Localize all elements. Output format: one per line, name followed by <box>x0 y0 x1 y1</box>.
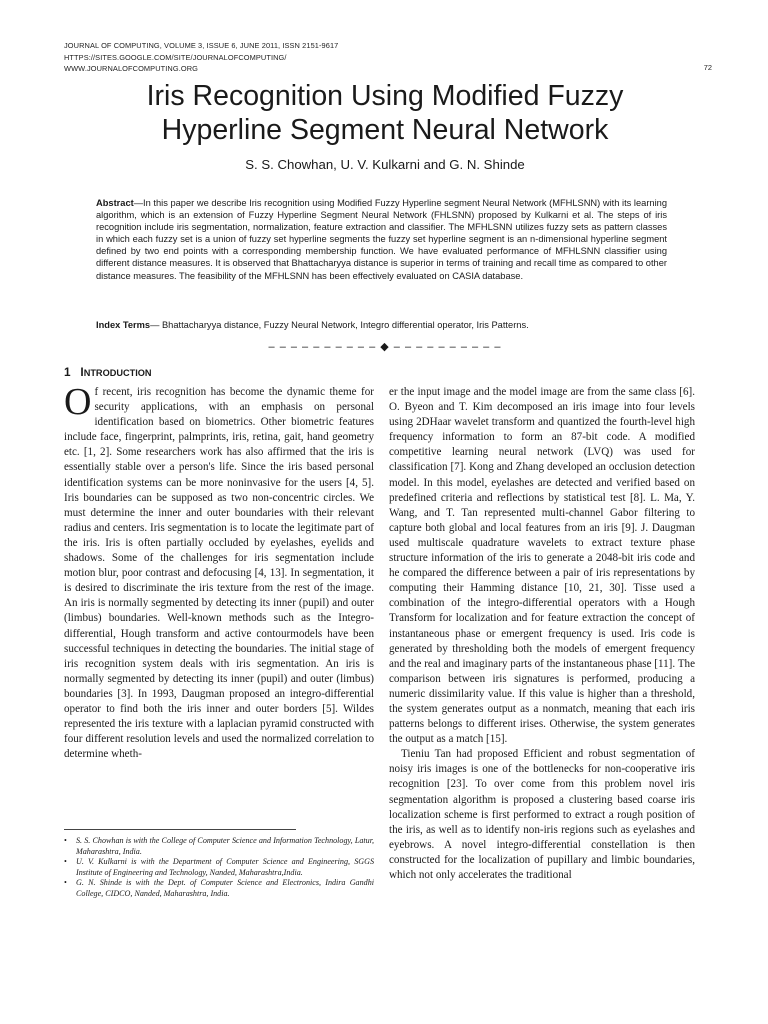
right-paragraph-2: Tieniu Tan had proposed Efficient and robust segmentation of noisy iris images is one of the bottlenecks for non-cooperative iris recognition [23]. To over come from this problem novel iris segmentation algorithm is proposed a clustering based coarse iris localization scheme is first performed to extract a rough position of the iris, as well as to identify non-iris regions such as eyelashes and eyebrows. A novel integro-differential constellation is then constructed for the localization of pupillary and limbic boundaries, which not only accelerates the traditional <box>389 748 695 881</box>
footnote-bullet: • <box>64 857 67 867</box>
header-journal-line: JOURNAL OF COMPUTING, VOLUME 3, ISSUE 6, JUNE 2011, ISSN 2151-9617 <box>64 41 339 50</box>
drop-cap: O <box>64 381 92 423</box>
intro-paragraph <box>64 381 374 762</box>
index-terms <box>96 319 667 331</box>
footnote-rule <box>64 829 296 830</box>
left-column <box>64 381 374 762</box>
page-number: 72 <box>703 63 712 72</box>
abstract <box>96 197 667 282</box>
section-title-initial: I <box>80 365 84 379</box>
footnote-bullet: • <box>64 836 67 845</box>
footnote-item <box>64 878 374 899</box>
index-terms-label: Index Terms <box>96 320 151 330</box>
authors: S. S. Chowhan, U. V. Kulkarni and G. N. Shinde <box>245 157 525 172</box>
footnote-text: G. N. Shinde is with the Dept. of Computer Science and Electronics, Indira Gandhi College, CIDCO, Nanded, Maharashtra, India. <box>76 878 374 898</box>
author-footnotes <box>64 836 374 900</box>
abstract-label: Abstract <box>96 198 134 208</box>
footnote-text: S. S. Chowhan is with the College of Computer Science and Information Technology, Latur, Maharashtra, India. <box>76 836 374 856</box>
section-title-rest: NTRODUCTION <box>83 368 152 378</box>
section-heading <box>64 365 152 379</box>
footnote-bullet: • <box>64 878 67 888</box>
footnote-item <box>64 836 374 857</box>
right-column <box>389 385 695 883</box>
paper-title <box>60 79 710 147</box>
title-line-2: Hyperline Segment Neural Network <box>161 114 609 146</box>
footnote-item <box>64 857 374 878</box>
header-site-link[interactable]: HTTPS://SITES.GOOGLE.COM/SITE/JOURNALOFCOMPUTING/ <box>64 52 287 62</box>
intro-paragraph-text: f recent, iris recognition has become the dynamic theme for security applications, with an emphasis on personal identification based on biometrics. Other biometric features include face, fingerprint, palmprints, iris, retina, gait, hand geometry etc. [1, 2]. Some researchers work has also affirmed that the iris is essentially stable over a person's life. Since the iris based personal identification systems can be more noninvasive for the users [4, 5]. Iris boundaries can be supposed as two non-concentric circles. We must determine the inner and outer boundaries with their relevant radius and centers. Iris segmentation is to locate the legitimate part of the iris. Iris is often partially occluded by eyelashes, eyelids and shadows. Some of the challenges for iris segmentation include motion blur, poor contrast and defocusing [4, 13]. In segmentation, it is desired to discriminate the iris texture from the rest of the image. An iris is normally segmented by detecting its inner (pupil) and outer (limbus) boundaries. Well-known methods such as the Integro-differential, Hough transform and active contourmodels have been successful techniques in detecting the boundaries. The initial stage of iris recognition system deals with iris segmentation. An iris is normally segmented by detecting its inner (pupil) and outer (limbus) boundaries [3]. In 1993, Daugman proposed an integro-differential operator to find both the iris inner and outer borders [5]. Wildes represented the iris texture with a laplacian pyramid constructed with four different resolution levels and used the normalized correlation to determine wheth- <box>64 386 374 761</box>
right-paragraph-1: er the input image and the model image are from the same class [6]. O. Byeon and T. Kim decomposed an iris image into four levels using 2DHaar wavelet transform and quantized the fourth-level high frequency information to form an 87-bit code. A modified competitive learning neural network (LVQ) was used for classification [7]. Kong and Zhang developed an occlusion detection model. In this model, eyelashes are detected and verified based on predefined criteria and reflections by statistical test [8]. L. Ma, Y. Wang, and T. Tan represented multi-channel Gabor filtering to capture both global and local features from an iris [9]. J. Daugman used multiscale quadrature wavelets to extract texture phase structure information of the iris to generate a 2048-bit iris code and he compared the difference between a pair of iris representations by computing their Hamming distance [10, 21, 30]. Tisse used a combination of the integro-differential operators with a Hough Transform for localization and for feature extraction the concept of instantaneous phase or emergent frequency is used. Iris code is generated by thresholding both the models of emergent frequency and the real and imaginary parts of the instantaneous phase [11]. The comparison between iris signatures is performed, producing a numeric dissimilarity value. If this value is higher than a threshold, the system generates output as a nonmatch, meaning that each iris patterns belongs to different irises. Otherwise, the system generates the output as a match [15]. <box>389 386 695 746</box>
journal-header <box>64 40 714 75</box>
section-number: 1 <box>64 365 71 379</box>
footnote-text: U. V. Kulkarni is with the Department of Computer Science and Engineering, SGGS Institute of Engineering and Technology, Nanded, Maharashtra,India. <box>76 857 374 877</box>
title-line-1: Iris Recognition Using Modified Fuzzy <box>146 80 624 112</box>
index-terms-text: — Bhattacharyya distance, Fuzzy Neural Network, Integro differential operator, Iris Patterns. <box>150 320 529 330</box>
header-web-link[interactable]: WWW.JOURNALOFCOMPUTING.ORG <box>64 64 198 73</box>
section-divider: – – – – – – – – – – ◆ – – – – – – – – – – <box>268 341 502 353</box>
abstract-text: —In this paper we describe Iris recognition using Modified Fuzzy Hyperline segment Neural Network (MFHLSNN) with its learning algorithm, which is an extension of Fuzzy Hyperline Segment Neural Network (FHLSNN) proposed by Kulkarni et al. The steps of iris recognition include iris segmentation, normalization, feature extraction and classifier. The MFHLSNN utilizes fuzzy sets as pattern classes in which each fuzzy set is a union of fuzzy set hyperline segments the fuzzy set hyperline segment is an n-dimensional hyperline segment defined by two end points with a corresponding membership function. We have evaluated performance of MFHLSNN classifier using different distance measures. It is observed that Bhattacharyya distance is superior in terms of training and recall time as compared to other distance measures. The feasibility of the MFHLSNN has been effectively evaluated on CASIA database. <box>96 198 667 281</box>
